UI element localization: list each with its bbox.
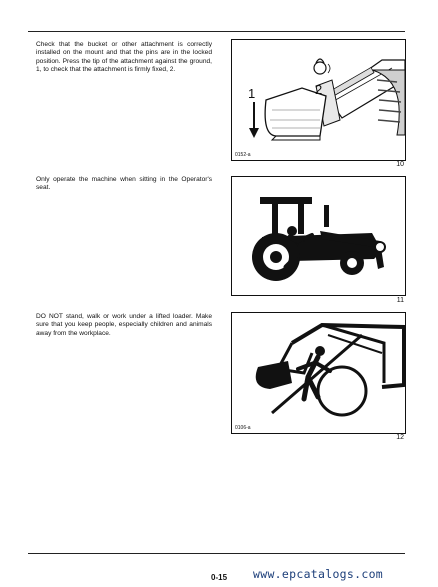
callout-1: 1: [248, 86, 256, 101]
operator-seat-paragraph: Only operate the machine when sitting in the Operator's seat.: [36, 176, 212, 192]
page-number: 0-15: [211, 573, 228, 582]
lifted-loader-illustration: [232, 313, 405, 433]
figure-code-10: 0152-a: [235, 152, 251, 158]
bucket-check-paragraph: Check that the bucket or other attachment is correctly installed on the mount and that the pins are in the locked position. Press the tip of the attachment against the ground, 1, to check that the attachment is firmly fixed, 2.: [36, 41, 212, 74]
figure-lifted-loader: [231, 312, 406, 434]
figure-operator-seat: [231, 176, 406, 296]
figure-number-12: 12: [396, 434, 404, 441]
lifted-loader-paragraph: DO NOT stand, walk or work under a lifted loader. Make sure that you keep people, especially children and animals away from the workplace.: [36, 313, 212, 337]
footer-rule: [28, 553, 405, 554]
figure-number-11: 11: [396, 297, 404, 304]
callout-2: 2: [315, 82, 323, 97]
watermark-link[interactable]: www.epcatalogs.com: [253, 567, 384, 581]
bucket-attachment-illustration: [232, 40, 405, 160]
figure-number-10: 10: [396, 161, 404, 168]
figure-code-12: 0106-a: [235, 425, 251, 431]
figure-bucket-attachment: [231, 39, 406, 161]
tractor-warning-illustration: [232, 177, 405, 295]
header-rule: [28, 31, 405, 32]
